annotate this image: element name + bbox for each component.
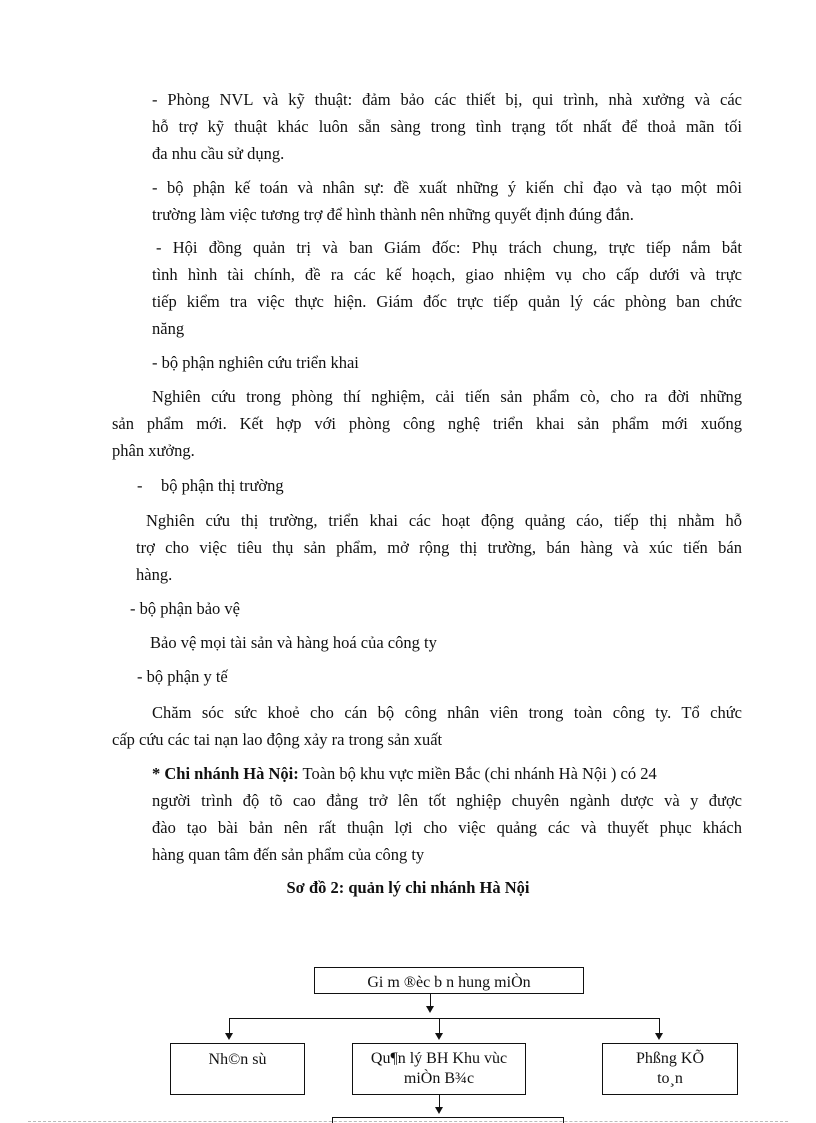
list-dash: - [137, 476, 143, 495]
paragraph-line: sản phẩm mới. Kết hợp với phòng công nghệ triển khai sản phẩm mới xuống [112, 414, 742, 433]
paragraph-line: Chăm sóc sức khoẻ cho cán bộ công nhân viên trong toàn công ty. Tổ chức [152, 703, 742, 722]
section-heading: bộ phận thị trường [161, 476, 284, 495]
left-box: Nh©n sù [170, 1043, 305, 1095]
paragraph-line: đào tạo bài bản nên rất thuận lợi cho việc quảng các và thuyết phục khách [152, 818, 742, 837]
arrow-down-icon [225, 1033, 233, 1040]
paragraph-line: cấp cứu các tai nạn lao động xảy ra trong sản xuất [112, 730, 443, 749]
paragraph-line: trường làm việc tương trợ để hình thành nên những quyết định đúng đắn. [152, 205, 634, 224]
paragraph-line: tình hình tài chính, đề ra các kế hoạch, giao nhiệm vụ cho cấp dưới và trực [152, 265, 742, 284]
paragraph-line [152, 763, 657, 785]
arrow-down-icon [435, 1107, 443, 1114]
section-heading: - bộ phận bảo vệ [130, 599, 240, 618]
box-line: Qu¶n lý BH Khu vùc [370, 1050, 508, 1067]
arrow-down-icon [435, 1033, 443, 1040]
paragraph-line: hỗ trợ kỹ thuật khác luôn sẵn sàng trong tình trạng tốt nhất để thoả mãn tối [152, 117, 742, 136]
paragraph-line: tiếp kiểm tra việc thực hiện. Giám đốc trực tiếp quản lý các phòng ban chức [152, 292, 742, 311]
paragraph-line: hàng. [136, 565, 173, 584]
connector-line [229, 1018, 660, 1019]
paragraph-line: hàng quan tâm đến sản phẩm của công ty [152, 845, 425, 864]
arrow-down-icon [426, 1006, 434, 1013]
connector-line [659, 1018, 660, 1034]
section-heading: - bộ phận y tế [137, 667, 228, 686]
paragraph-line: người trình độ tõ cao đẳng trở lên tốt nghiệp chuyên ngành dược và y được [152, 791, 742, 810]
paragraph-line: Bảo vệ mọi tài sản và hàng hoá của công ty [150, 633, 437, 652]
box-line: to¸n [657, 1070, 683, 1087]
box-line: Phßng KÕ [635, 1050, 704, 1067]
paragraph-line: trợ cho việc tiêu thụ sản phẩm, mở rộng thị trường, bán hàng và xúc tiến bán [136, 538, 742, 557]
paragraph-text: Toàn bộ khu vực miền Bắc (chi nhánh Hà Nội ) có 24 [298, 764, 657, 783]
paragraph-line: - bộ phận kế toán và nhân sự: đề xuất những ý kiến chỉ đạo và tạo một môi [152, 178, 742, 197]
paragraph-line: - Phòng NVL và kỹ thuật: đảm bảo các thiết bị, qui trình, nhà xưởng và các [152, 90, 742, 109]
connector-line [229, 1018, 230, 1034]
paragraph-line: Nghiên cứu trong phòng thí nghiệm, cải tiến sản phẩm cò, cho ra đời những [152, 387, 742, 406]
right-box [602, 1043, 738, 1095]
center-box [352, 1043, 526, 1095]
box-line: miÒn B¾c [403, 1070, 475, 1087]
top-box: Gi m ®èc b n hung miÒn [314, 967, 584, 994]
paragraph-line: - Hội đồng quản trị và ban Giám đốc: Phụ trách chung, trực tiếp nắm bắt [156, 238, 742, 257]
paragraph-line: Nghiên cứu thị trường, triển khai các hoạt động quảng cáo, tiếp thị nhằm hỗ [146, 511, 742, 530]
arrow-down-icon [655, 1033, 663, 1040]
section-heading: - bộ phận nghiên cứu triển khai [152, 353, 359, 372]
diagram-title: Sơ đồ 2: quản lý chi nhánh Hà Nội [286, 878, 530, 897]
bottom-box-partial [332, 1117, 564, 1123]
paragraph-line: phân xưởng. [112, 441, 195, 460]
connector-line [439, 1018, 440, 1034]
paragraph-line: đa nhu cầu sử dụng. [152, 144, 285, 163]
page-edge-rule [28, 1121, 788, 1122]
bold-label: * Chi nhánh Hà Nội: [152, 764, 299, 783]
paragraph-line: năng [152, 319, 185, 338]
